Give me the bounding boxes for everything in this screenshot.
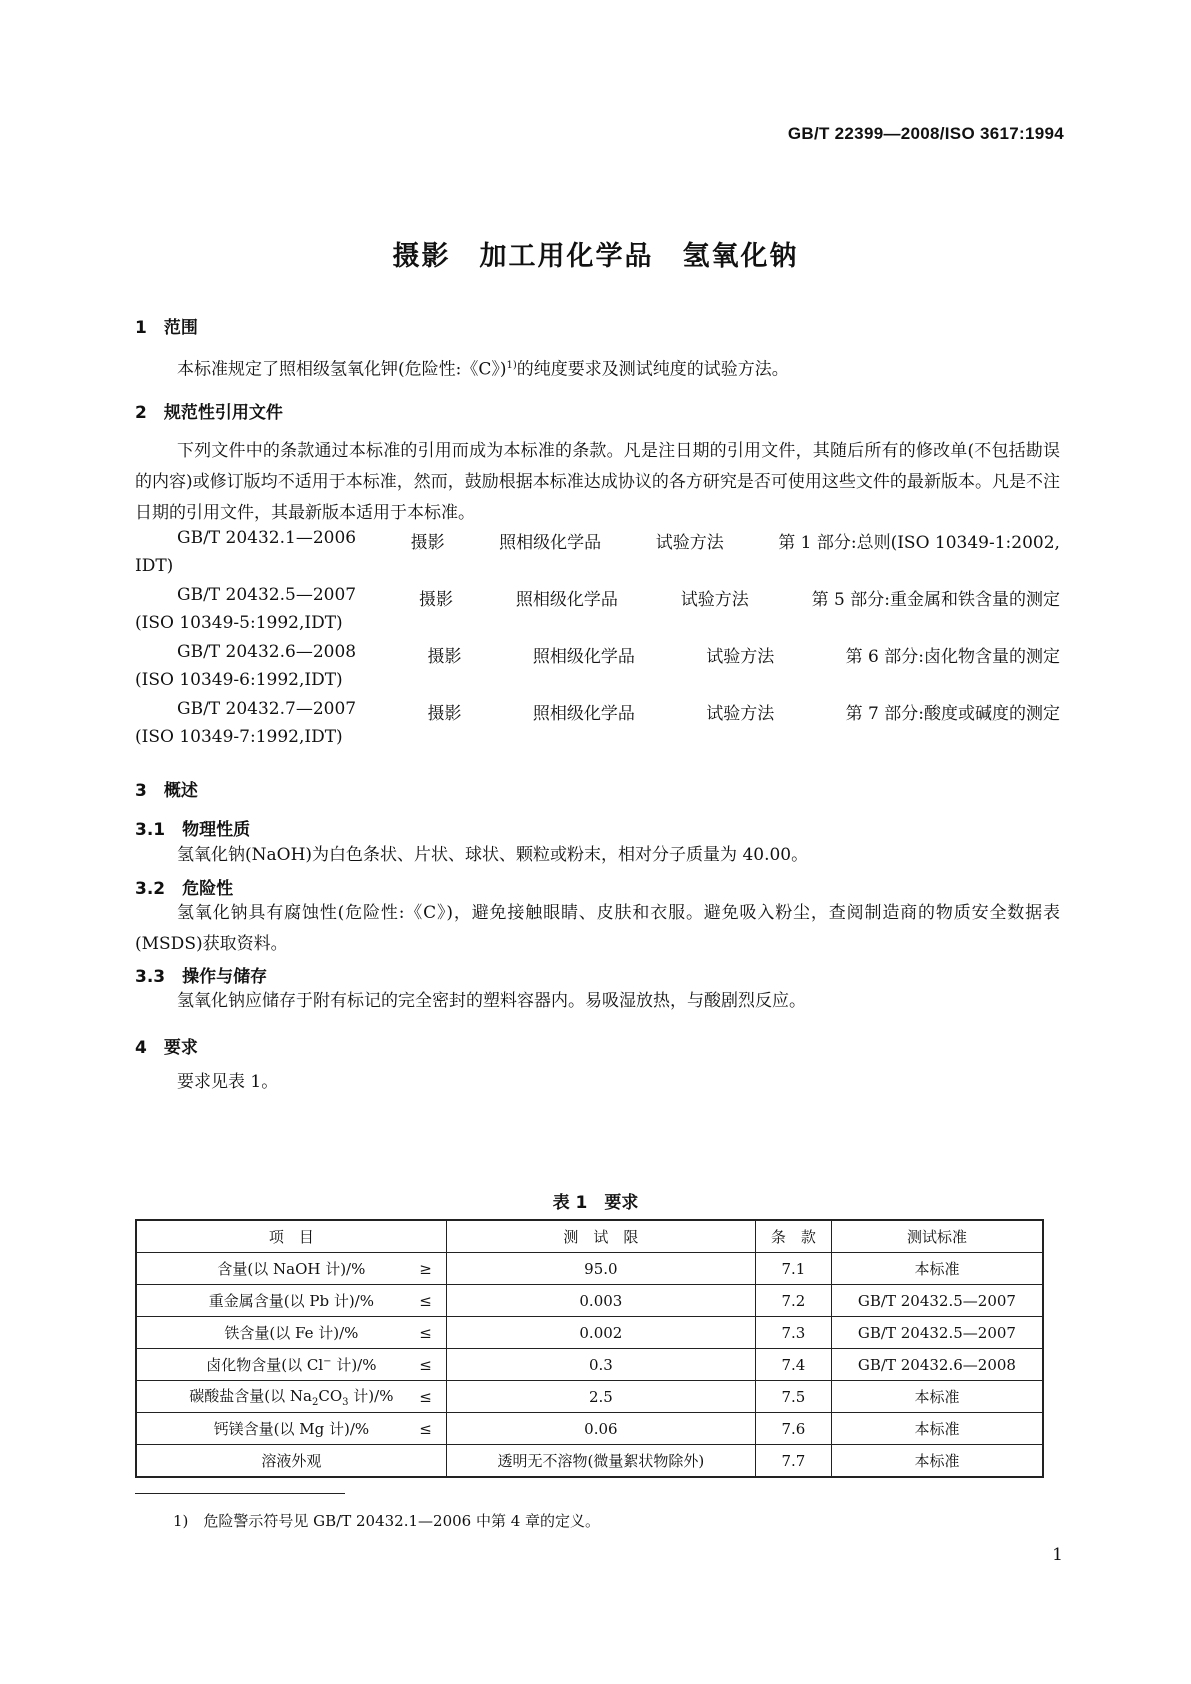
row-item-text-b: 计)/% <box>331 1356 377 1374</box>
section-1-text <box>135 350 1060 386</box>
reference-word: 摄影 <box>410 533 445 553</box>
reference-word: 摄影 <box>427 647 462 667</box>
section-3-1-heading: 3.1 物理性质 <box>135 820 251 840</box>
row-item <box>136 1349 446 1381</box>
footnote-ref: 1) <box>506 360 517 371</box>
footnote: 1) 危险警示符号见 GB/T 20432.1—2006 中第 4 章的定义。 <box>173 1512 601 1530</box>
row-standard: GB/T 20432.5—2007 <box>831 1317 1043 1349</box>
table-header-item: 项 目 <box>136 1220 446 1253</box>
row-item-text-mid: CO <box>318 1387 343 1405</box>
reference-line <box>177 642 1060 667</box>
reference-word: 照相级化学品 <box>515 590 618 610</box>
reference-part: 第 1 部分:总则(ISO 10349-1:2002, <box>778 533 1060 553</box>
reference-word: 试验方法 <box>655 533 724 553</box>
table-row <box>136 1285 1043 1317</box>
reference-word: 试验方法 <box>706 704 775 724</box>
row-standard: 本标准 <box>831 1253 1043 1285</box>
standard-number: GB/T 22399—2008/ISO 3617:1994 <box>787 124 1064 143</box>
row-clause: 7.5 <box>755 1381 831 1413</box>
reference-id: GB/T 20432.6—2008 <box>177 642 357 662</box>
table-row <box>136 1349 1043 1381</box>
row-limit: 0.002 <box>446 1317 755 1349</box>
row-symbol: ≤ <box>419 1323 432 1342</box>
reference-word: 试验方法 <box>680 590 749 610</box>
row-item-text: 溶液外观 <box>261 1452 322 1470</box>
reference-line <box>177 699 1060 724</box>
requirements-table <box>135 1219 1044 1478</box>
row-item-sup: − <box>323 1356 332 1367</box>
table-header-standard: 测试标准 <box>831 1220 1043 1253</box>
row-clause: 7.7 <box>755 1445 831 1478</box>
reference-part: 第 6 部分:卤化物含量的测定 <box>845 647 1060 667</box>
row-item-sub: 2 <box>312 1397 319 1408</box>
reference-word: 照相级化学品 <box>532 704 635 724</box>
row-symbol: ≤ <box>419 1387 432 1406</box>
row-symbol: ≤ <box>419 1419 432 1438</box>
row-standard: 本标准 <box>831 1413 1043 1445</box>
row-limit: 95.0 <box>446 1253 755 1285</box>
row-item <box>136 1413 446 1445</box>
table-row <box>136 1413 1043 1445</box>
row-item-text: 含量(以 NaOH 计)/% <box>217 1260 366 1278</box>
row-limit: 0.3 <box>446 1349 755 1381</box>
row-standard: GB/T 20432.6—2008 <box>831 1349 1043 1381</box>
row-limit: 透明无不溶物(微量絮状物除外) <box>446 1445 755 1478</box>
row-limit: 0.003 <box>446 1285 755 1317</box>
row-item-text: 钙镁含量(以 Mg 计)/% <box>213 1420 370 1438</box>
row-limit: 2.5 <box>446 1381 755 1413</box>
section-4-text: 要求见表 1。 <box>177 1072 279 1092</box>
row-symbol: ≤ <box>419 1355 432 1374</box>
footnote-rule <box>135 1493 345 1494</box>
table-header-row <box>136 1220 1043 1253</box>
table-header-limit: 测 试 限 <box>446 1220 755 1253</box>
section-1-text-b: 的纯度要求及测试纯度的试验方法。 <box>516 359 789 380</box>
reference-continuation: (ISO 10349-7:1992,IDT) <box>135 727 343 747</box>
section-2-heading: 2 规范性引用文件 <box>135 403 283 423</box>
reference-part: 第 7 部分:酸度或碱度的测定 <box>845 704 1060 724</box>
reference-word: 试验方法 <box>706 647 775 667</box>
table-row <box>136 1381 1043 1413</box>
row-item-sub: 3 <box>342 1397 349 1408</box>
row-clause: 7.4 <box>755 1349 831 1381</box>
reference-id: GB/T 20432.5—2007 <box>177 585 357 605</box>
table-row <box>136 1445 1043 1478</box>
row-standard: 本标准 <box>831 1445 1043 1478</box>
row-symbol: ≤ <box>419 1291 432 1310</box>
section-1-heading: 1 范围 <box>135 318 198 338</box>
row-item-text-b: 计)/% <box>348 1387 394 1405</box>
section-3-1-text: 氢氧化钠(NaOH)为白色条状、片状、球状、颗粒或粉末，相对分子质量为 40.00。 <box>177 845 809 865</box>
section-3-3-text: 氢氧化钠应储存于附有标记的完全密封的塑料容器内。易吸湿放热，与酸剧烈反应。 <box>177 991 806 1011</box>
section-3-3-heading: 3.3 操作与储存 <box>135 967 268 987</box>
row-clause: 7.3 <box>755 1317 831 1349</box>
reference-word: 摄影 <box>427 704 462 724</box>
reference-part: 第 5 部分:重金属和铁含量的测定 <box>811 590 1060 610</box>
reference-continuation: (ISO 10349-5:1992,IDT) <box>135 613 343 633</box>
row-item <box>136 1317 446 1349</box>
table-caption: 表 1 要求 <box>552 1193 639 1213</box>
row-item-text: 重金属含量(以 Pb 计)/% <box>208 1292 374 1310</box>
reference-word: 照相级化学品 <box>499 533 602 553</box>
row-item <box>136 1381 446 1413</box>
row-item-text-a: 卤化物含量(以 Cl <box>206 1356 324 1374</box>
reference-word: 摄影 <box>418 590 453 610</box>
section-3-heading: 3 概述 <box>135 781 198 801</box>
section-3-2-heading: 3.2 危险性 <box>135 879 234 899</box>
row-clause: 7.2 <box>755 1285 831 1317</box>
section-2-intro: 下列文件中的条款通过本标准的引用而成为本标准的条款。凡是注日期的引用文件，其随后所有的修改单(不包括勘误的内容)或修订版均不适用于本标准，然而，鼓励根据本标准达成协议的各方研究是否可使用这些文件的最新版本。凡是不注日期的引用文件，其最新版本适用于本标准。 <box>135 441 1060 523</box>
table-row <box>136 1253 1043 1285</box>
row-item <box>136 1253 446 1285</box>
row-limit: 0.06 <box>446 1413 755 1445</box>
section-3-2-text: 氢氧化钠具有腐蚀性(危险性:《C》)，避免接触眼睛、皮肤和衣服。避免吸入粉尘，查阅制造商的物质安全数据表(MSDS)获取资料。 <box>135 903 1060 954</box>
row-standard: 本标准 <box>831 1381 1043 1413</box>
reference-word: 照相级化学品 <box>532 647 635 667</box>
section-4-heading: 4 要求 <box>135 1038 198 1058</box>
reference-continuation: IDT) <box>135 556 174 576</box>
row-symbol: ≥ <box>419 1259 432 1278</box>
document-title: 摄影 加工用化学品 氢氧化钠 <box>392 241 799 272</box>
row-clause: 7.6 <box>755 1413 831 1445</box>
row-item <box>136 1285 446 1317</box>
reference-line <box>177 528 1060 553</box>
reference-id: GB/T 20432.1—2006 <box>177 528 357 548</box>
row-item-text-a: 碳酸盐含量(以 Na <box>189 1387 312 1405</box>
row-item-text: 铁含量(以 Fe 计)/% <box>224 1324 359 1342</box>
page-number: 1 <box>1052 1545 1063 1565</box>
reference-line <box>177 585 1060 610</box>
reference-continuation: (ISO 10349-6:1992,IDT) <box>135 670 343 690</box>
section-1-text-a: 本标准规定了照相级氢氧化钾(危险性:《C》) <box>177 359 507 380</box>
row-item <box>136 1445 446 1478</box>
table-row <box>136 1317 1043 1349</box>
table-header-clause: 条 款 <box>755 1220 831 1253</box>
reference-id: GB/T 20432.7—2007 <box>177 699 357 719</box>
row-standard: GB/T 20432.5—2007 <box>831 1285 1043 1317</box>
row-clause: 7.1 <box>755 1253 831 1285</box>
